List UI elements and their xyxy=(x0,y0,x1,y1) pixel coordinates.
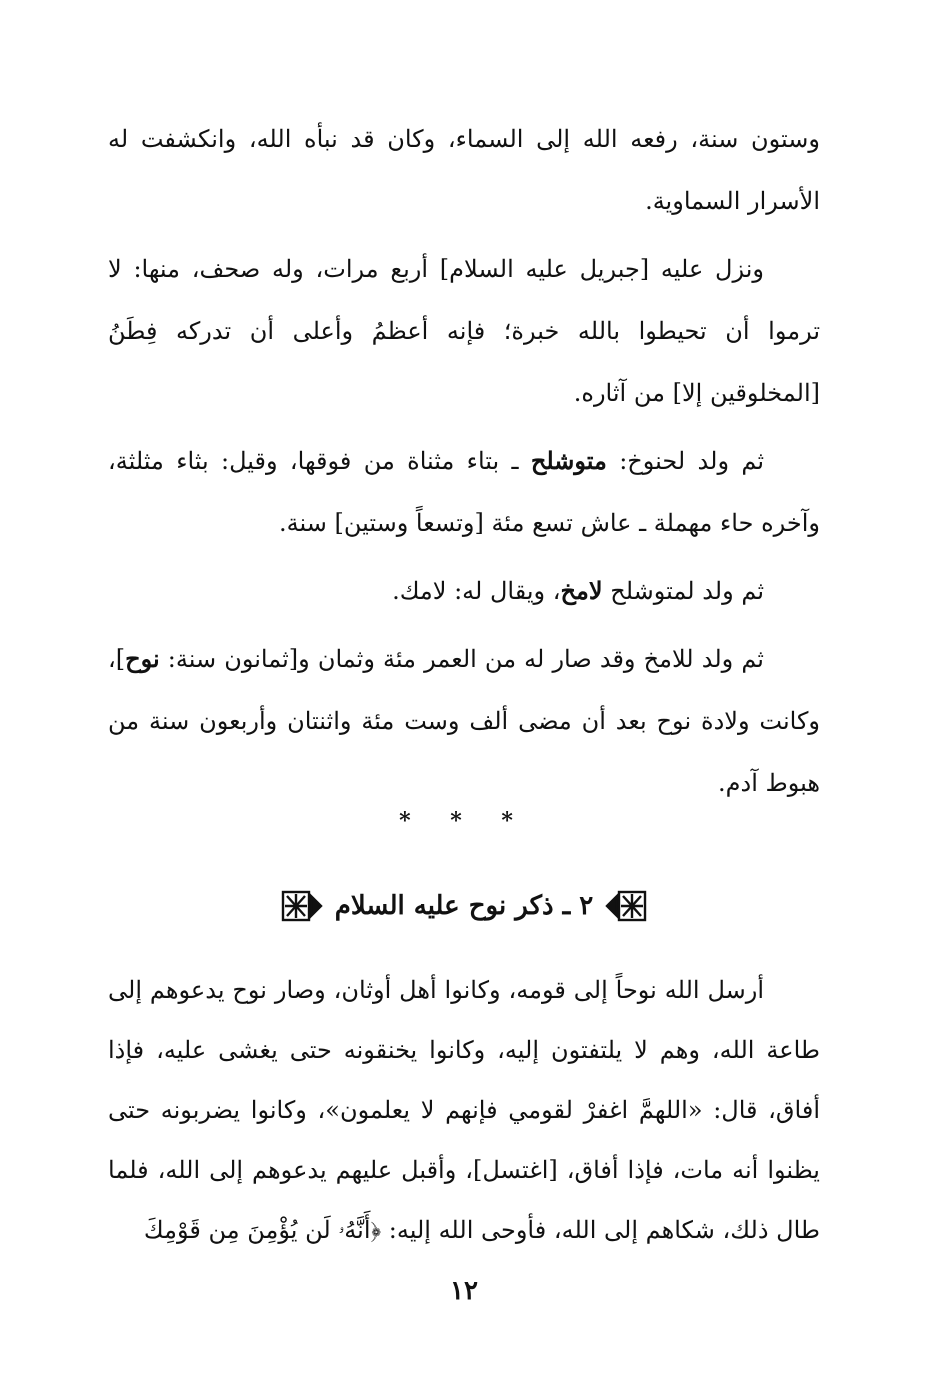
paragraph-text: ، ويقال له: لامك. xyxy=(392,577,561,605)
book-page xyxy=(108,108,820,1308)
paragraph-noah-birth xyxy=(108,628,820,814)
paragraph-text: ثم ولد للامخ وقد صار له من العمر مئة وثمان و[ثمانون سنة: xyxy=(159,645,764,673)
page-number: ١٢ xyxy=(450,1276,478,1306)
section-2 xyxy=(108,960,820,1260)
name-bold: لامخ xyxy=(560,576,603,605)
paragraph-continuation xyxy=(108,108,820,232)
name-bold: متوشلح xyxy=(530,446,607,475)
paragraph-noah-mission xyxy=(108,960,820,1260)
paragraph-lamech xyxy=(108,560,820,622)
chapter-heading xyxy=(108,878,820,934)
paragraph-text: ثم ولد لمتوشلح xyxy=(602,577,764,605)
paragraph-text: ]، وكانت ولادة نوح بعد أن مضى ألف وست مئة واثنتان وأربعون سنة من هبوط آدم. xyxy=(108,645,820,797)
ornament-right-icon xyxy=(603,883,649,929)
section-separator: * * * xyxy=(399,808,529,834)
section-1 xyxy=(108,108,820,814)
paragraph-revelation xyxy=(108,238,820,424)
paragraph-text: أرسل الله نوحاً إلى قومه، وكانوا أهل أوثان، وصار نوح يدعوهم إلى طاعة الله، وهم لا يلتفتون إليه، وكانوا يخنقونه حتى يغشى عليه، فإذا أفاق، قال: «اللهمَّ اغفرْ لقومي فإنهم لا يعلمون»، وكانوا يضربونه حتى يظنوا أنه مات، فإذا أفاق، [اغتسل]، وأقبل عليهم يدعوهم إلى الله، فلما طال ذلك، شكاهم إلى الله، فأوحى الله إليه: ﴿أَنَّهُۥ لَن يُؤْمِنَ مِن قَوْمِكَ xyxy=(108,976,820,1244)
paragraph-text: ثم ولد لحنوخ: xyxy=(606,447,764,475)
chapter-title: ٢ ـ ذكر نوح عليه السلام xyxy=(334,891,594,921)
paragraph-text: ونزل عليه [جبريل عليه السلام] أربع مرات، وله صحف، منها: لا ترموا أن تحيطوا بالله خبرة؛ فإنه أعظمُ وأعلى أن تدركه فِطَنُ [المخلوقين إلا] من آثاره. xyxy=(108,255,820,407)
name-bold: نوح xyxy=(125,644,160,673)
paragraph-methuselah xyxy=(108,430,820,554)
ornament-left-icon xyxy=(279,883,325,929)
paragraph-text: وستون سنة، رفعه الله إلى السماء، وكان قد نبأه الله، وانكشفت له الأسرار السماوية. xyxy=(108,125,820,215)
paragraph-text: ـ بتاء مثناة من فوقها، وقيل: بثاء مثلثة، وآخره حاء مهملة ـ عاش تسع مئة [وتسعاً وستين] سنة. xyxy=(108,447,820,537)
